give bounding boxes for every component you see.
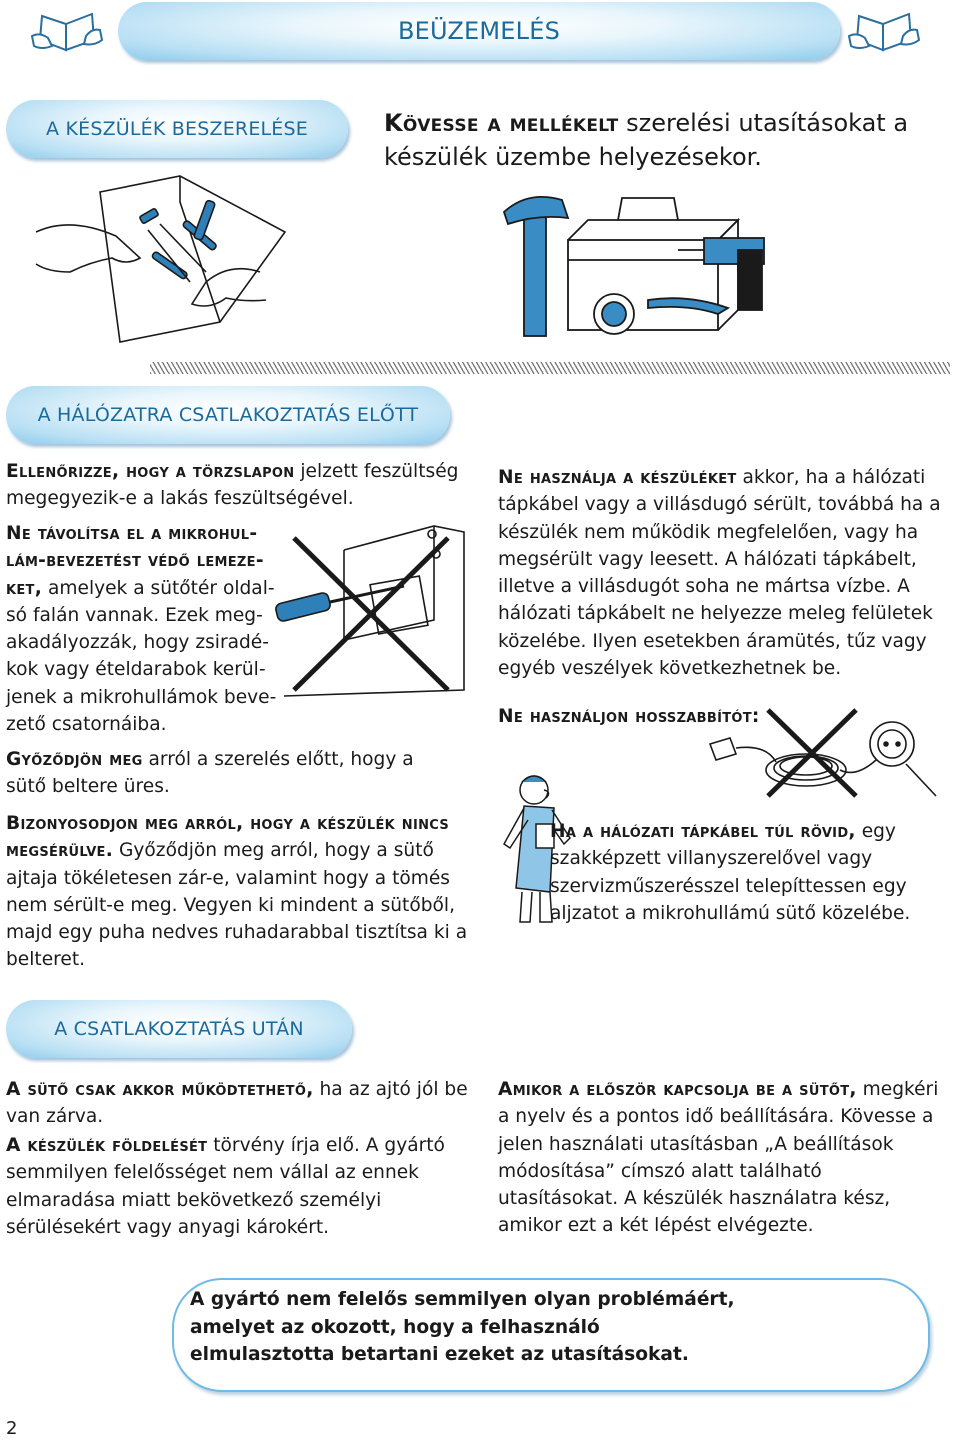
first-switch-on-paragraph: Amikor a először kapcsolja be a sütőt, megkéri a nyelv és a pontos idő beállítására. Kövesse a jelen használati utasításban „A beállítások módosítása” címszó alatt található utasításokat. A készülék használatra kész, amikor ezt a két lépést elvégezte. bbox=[498, 1079, 939, 1237]
intro-rest: szerelési utasításokat a készülék üzembe helyezésekor. bbox=[384, 109, 909, 171]
no-extension-heading: Ne használjon hosszabbítót: bbox=[498, 706, 760, 727]
empty-oven-paragraph: Győződjön meg arról a szerelés előtt, hogy a sütő beltere üres. bbox=[6, 749, 414, 798]
toolbox-illustration bbox=[498, 190, 788, 340]
grounding-paragraph: A készülék földelését törvény írja elő. A gyártó semmilyen felelősséget nem vállal az ennek elmaradása miatt bekövetkező személyi sérülésekért vagy anyagi károkért. bbox=[6, 1135, 445, 1238]
short-cord-paragraph: Ha a hálózati tápkábel túl rövid, egy szakképzett villanyszerelővel vagy szervizműszerésszel telepíttessen egy aljzatot a mikrohullámú sütő közelébe. bbox=[550, 821, 911, 924]
installation-intro bbox=[384, 106, 944, 174]
door-closed-paragraph: A sütő csak akkor működtethető, ha az ajtó jól be van zárva. bbox=[6, 1079, 468, 1128]
damage-check-paragraph: Bizonyosodjon meg arról, hogy a készülék nincs megsérülve. Győződjön meg arról, hogy a sütő ajtaja tökéletesen zár-e, valamint hogy a tömés nem sérült-e meg. Vegyen ki mindent a sütőből, majd egy puha nedves ruhadarabbal tisztítsa ki a belteret. bbox=[6, 813, 468, 971]
check-voltage-paragraph: Ellenőrizze, hogy a törzslapon jelzett feszültség megegyezik-e a lakás feszültségével. bbox=[6, 461, 459, 510]
manual-hands-icon bbox=[845, 6, 925, 56]
intro-lead: Kövesse a mellékelt bbox=[384, 109, 619, 137]
section-label-before-connection: A HÁLÓZATRA CSATLAKOZTATÁS ELŐTT bbox=[6, 386, 450, 444]
page-number: 2 bbox=[6, 1418, 18, 1439]
hands-with-tool-manual-illustration bbox=[30, 172, 300, 348]
section-label-installation: A KÉSZÜLÉK BESZERELÉSE bbox=[6, 100, 348, 158]
screwdriver-panel-crossed-illustration bbox=[274, 520, 468, 702]
page-title: BEÜZEMELÉS bbox=[118, 2, 840, 60]
section-label-after-connection: A CSATLAKOZTATÁS UTÁN bbox=[6, 1000, 352, 1058]
manual-hands-icon bbox=[28, 6, 108, 56]
liability-notice-text: A gyártó nem felelős semmilyen olyan problémáért, amelyet az okozott, hogy a felhasználó elmulasztotta betartani ezeket az utasításokat. bbox=[190, 1289, 735, 1365]
section-divider bbox=[150, 362, 950, 374]
damaged-cord-paragraph: Ne használja a készüléket akkor, ha a hálózati tápkábel vagy a villásdugó sérült, továbbá ha a készülék nem működik megfelelően, vagy ha megsérült vagy leesett. A hálózati tápkábelt, illetve a villásdugót soha ne mártsa vízbe. A hálózati tápkábelt ne helyezze meleg felületek közelébe. Ilyen esetekben áramütés, tűz vagy egyéb veszélyek következhetnek be. bbox=[498, 467, 941, 680]
waveguide-cover-paragraph: Ne távolítsa el a mikrohul- lám-bevezetést védő lemeze- ket, amelyek a sütőtér oldal- só falán vannak. Ezek meg- akadályozzák, hogy zsiradé- kok vagy ételdarabok kerül- jenek a mikrohullámok beve- zető csatornáiba. bbox=[6, 523, 277, 736]
extension-cord-crossed-illustration bbox=[706, 704, 946, 800]
